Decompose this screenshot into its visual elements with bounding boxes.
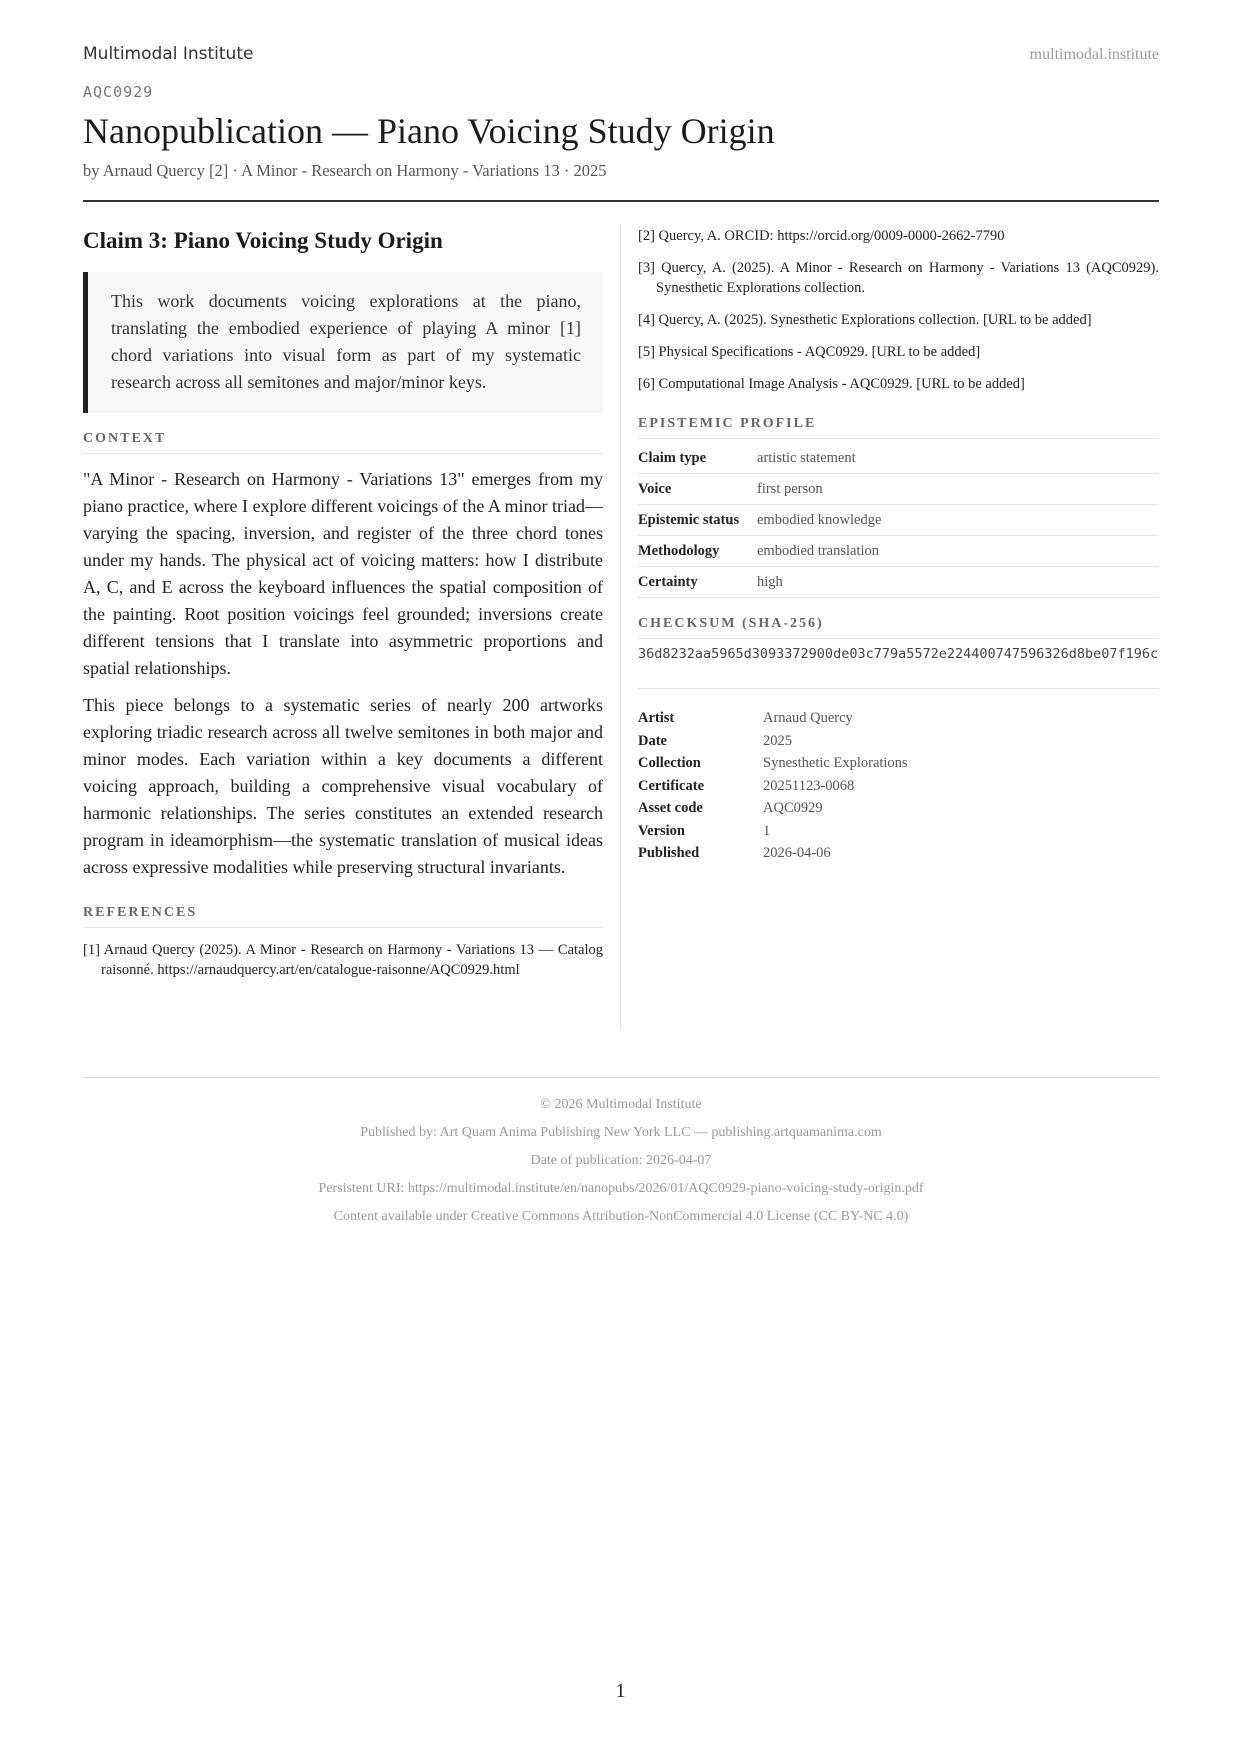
context-label: CONTEXT [83, 431, 603, 454]
reference-item: [5] Physical Specifications - AQC0929. [URL to be added] [638, 344, 981, 360]
claim-title: Claim 3: Piano Voicing Study Origin [83, 228, 443, 253]
checksum-value: 36d8232aa5965d3093372900de03c779a5572e224400747596326d8be07f196c [638, 646, 1159, 662]
metadata-key: Date [638, 732, 667, 749]
metadata-key: Version [638, 822, 685, 839]
metadata-key: Published [638, 845, 700, 861]
profile-value: embodied knowledge [757, 512, 882, 528]
footer-publisher: Published by: Art Quam Anima Publishing New York LLC — publishing.artquamanima.com [360, 1125, 882, 1140]
reference-item: [1] Arnaud Quercy (2025). A Minor - Research on Harmony - Variations 13 — Catalog raisonné. https://arnaudquercy.art/en/catalogue-raisonne/AQC0929.html [83, 942, 603, 978]
page-title: Nanopublication — Piano Voicing Study Origin [83, 111, 775, 151]
footer-license: Content available under Creative Commons Attribution-NonCommercial 4.0 License (CC BY-NC 4.0) [333, 1209, 909, 1224]
reference-item: [3] Quercy, A. (2025). A Minor - Research on Harmony - Variations 13 (AQC0929). Synesthetic Explorations collection. [638, 260, 1159, 296]
right-column [638, 224, 1159, 865]
references-list-continued [638, 226, 1159, 394]
epistemic-profile-table [638, 443, 1159, 598]
profile-row [638, 474, 1159, 505]
footer-divider [83, 1077, 1159, 1078]
top-bar [83, 44, 1159, 68]
profile-key: Certainty [638, 574, 698, 590]
footer [83, 1095, 1159, 1235]
institute-name: Multimodal Institute [83, 44, 254, 64]
metadata-row [638, 752, 1159, 775]
profile-row [638, 567, 1159, 598]
metadata-value: 20251123-0068 [763, 777, 855, 794]
metadata-value: Arnaud Quercy [763, 710, 853, 726]
metadata-row [638, 797, 1159, 820]
profile-key: Voice [638, 481, 672, 497]
header-divider [83, 200, 1159, 202]
metadata-row [638, 775, 1159, 798]
profile-value: artistic statement [757, 450, 856, 466]
profile-row [638, 443, 1159, 474]
context-paragraph: This piece belongs to a systematic series of nearly 200 artworks exploring triadic research across all twelve semitones in both major and minor modes. Each variation within a key documents a different voicing approach, building a comprehensive visual vocabulary of harmonic relationships. The series constitutes an extended research program in ideamorphism—the systematic translation of musical ideas across expressive modalities while preserving structural invariants. [83, 695, 603, 877]
epistemic-profile-label: EPISTEMIC PROFILE [638, 416, 1159, 439]
metadata-table [638, 707, 1159, 865]
checksum-label: CHECKSUM (SHA-256) [638, 616, 1159, 639]
profile-row [638, 505, 1159, 536]
metadata-row [638, 707, 1159, 730]
metadata-key: Asset code [638, 800, 703, 816]
metadata-value: 1 [763, 822, 771, 839]
footer-publication-date: Date of publication: 2026-04-07 [530, 1153, 712, 1168]
profile-value: first person [757, 481, 823, 497]
asset-code: AQC0929 [83, 83, 154, 101]
reference-item: [4] Quercy, A. (2025). Synesthetic Explorations collection. [URL to be added] [638, 312, 1092, 328]
profile-key: Claim type [638, 450, 707, 466]
column-divider [620, 224, 621, 1030]
metadata-value: AQC0929 [763, 800, 823, 816]
metadata-divider [638, 688, 1159, 689]
references-label: REFERENCES [83, 905, 603, 928]
context-paragraph: "A Minor - Research on Harmony - Variations 13" emerges from my piano practice, where I explore different voicings of the A minor triad—varying the spacing, inversion, and register of the three chord tones under my hands. The physical act of voicing matters: how I distribute A, C, and E across the keyboard influences the spatial composition of the painting. Root position voicings feel grounded; inversions create different tensions that I translate into asymmetric proportions and spatial relationships. [83, 469, 603, 678]
institute-site: multimodal.institute [1029, 46, 1159, 63]
metadata-key: Collection [638, 755, 701, 771]
reference-item: [2] Quercy, A. ORCID: https://orcid.org/0009-0000-2662-7790 [638, 228, 1005, 244]
footer-copyright: © 2026 Multimodal Institute [540, 1097, 702, 1112]
profile-value: high [757, 574, 783, 590]
references-list [83, 940, 603, 980]
profile-key: Epistemic status [638, 512, 740, 528]
profile-key: Methodology [638, 543, 720, 559]
footer-persistent-uri: Persistent URI: https://multimodal.institute/en/nanopubs/2026/01/AQC0929-piano-voicing-study-origin.pdf [318, 1181, 924, 1196]
page-number: 1 [615, 1680, 626, 1702]
byline: by Arnaud Quercy [2] · A Minor - Research on Harmony - Variations 13 · 2025 [83, 161, 607, 180]
reference-item: [6] Computational Image Analysis - AQC0929. [URL to be added] [638, 376, 1025, 392]
claim-statement: This work documents voicing explorations at the piano, translating the embodied experience of playing A minor [1] chord variations into visual form as part of my systematic research across all semitones and major/minor keys. [83, 272, 603, 413]
left-column [83, 224, 603, 992]
profile-row [638, 536, 1159, 567]
metadata-value: 2025 [763, 732, 792, 749]
profile-value: embodied translation [757, 543, 880, 559]
metadata-value: Synesthetic Explorations [763, 755, 908, 771]
metadata-row [638, 842, 1159, 865]
metadata-key: Certificate [638, 777, 705, 794]
metadata-row [638, 820, 1159, 843]
metadata-value: 2026-04-06 [763, 845, 831, 861]
metadata-row [638, 730, 1159, 753]
metadata-key: Artist [638, 710, 675, 726]
